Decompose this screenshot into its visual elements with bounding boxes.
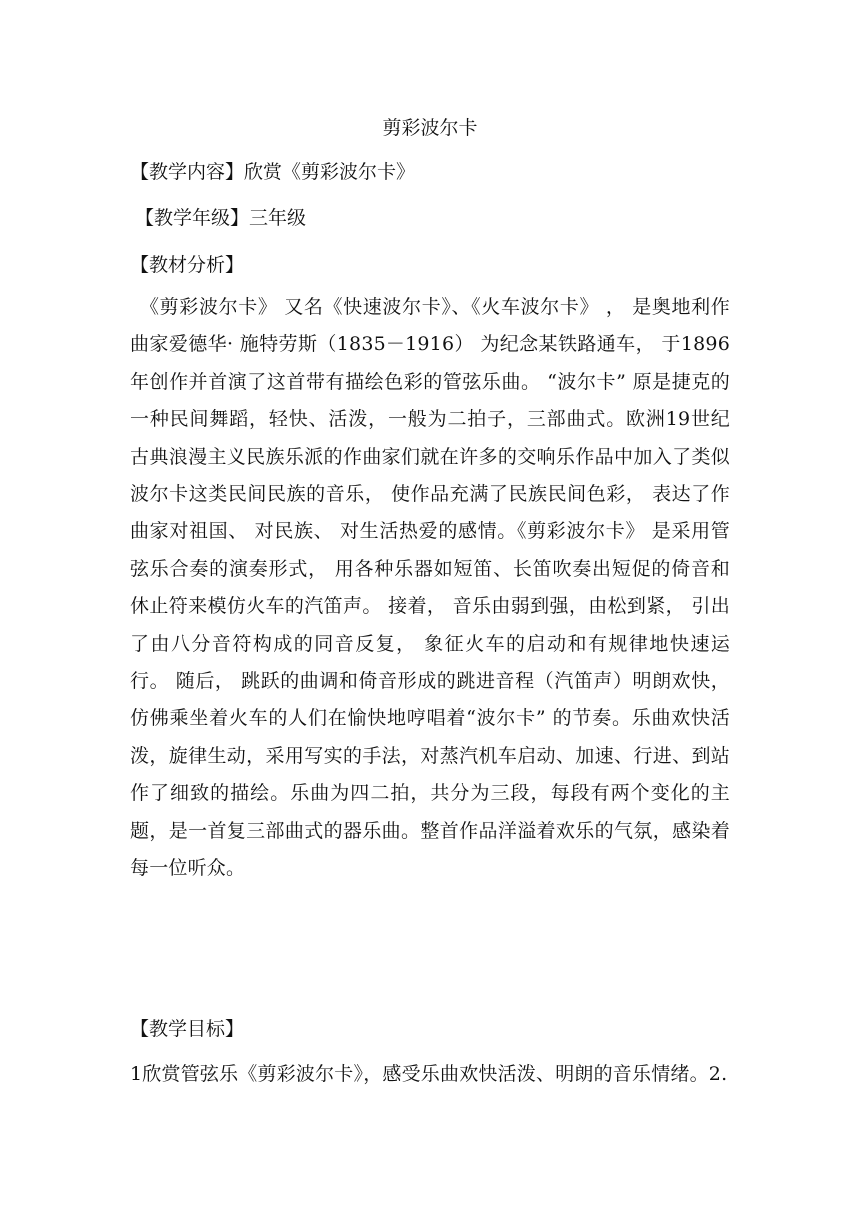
document-title: 剪彩波尔卡	[382, 117, 478, 139]
teaching-grade-line: 【教学年级】三年级	[135, 207, 307, 229]
teaching-content-line: 【教学内容】欣赏《剪彩波尔卡》	[130, 161, 416, 183]
material-analysis-heading: 【教材分析】	[130, 254, 245, 276]
teaching-goals-paragraph: 1欣赏管弦乐《剪彩波尔卡》，感受乐曲欢快活泼、明朗的音乐情绪。2.	[130, 1063, 728, 1085]
teaching-goals-heading: 【教学目标】	[130, 1018, 245, 1040]
material-analysis-paragraph: 《剪彩波尔卡》 又名《快速波尔卡》、《火车波尔卡》 ， 是奥地利作曲家爱德华· 施特劳斯（1835－1916） 为纪念某铁路通车， 于1896年创作并首演了这首带有描绘色彩的管弦乐曲。 “波尔卡” 原是捷克的一种民间舞蹈，轻快、活泼，一般为二拍子，三部曲式。欧洲19世纪古典浪漫主义民族乐派的作曲家们就在许多的交响乐作品中加入了类似波尔卡这类民间民族的音乐， 使作品充满了民族民间色彩， 表达了作曲家对祖国、 对民族、 对生活热爱的感情。《剪彩波尔卡》 是采用管弦乐合奏的演奏形式， 用各种乐器如短笛、长笛吹奏出短促的倚音和休止符来模仿火车的汽笛声。 接着， 音乐由弱到强，由松到紧， 引出了由八分音符构成的同音反复， 象征火车的启动和有规律地快速运行。 随后， 跳跃的曲调和倚音形成的跳进音程（汽笛声）明朗欢快，仿佛乘坐着火车的人们在愉快地哼唱着“波尔卡” 的节奏。乐曲欢快活泼，旋律生动，采用写实的手法，对蒸汽机车启动、加速、行进、到站作了细致的描绘。乐曲为四二拍，共分为三段，每段有两个变化的主题，是一首复三部曲式的器乐曲。整首作品洋溢着欢乐的气氛，感染着每一位听众。	[130, 296, 730, 880]
